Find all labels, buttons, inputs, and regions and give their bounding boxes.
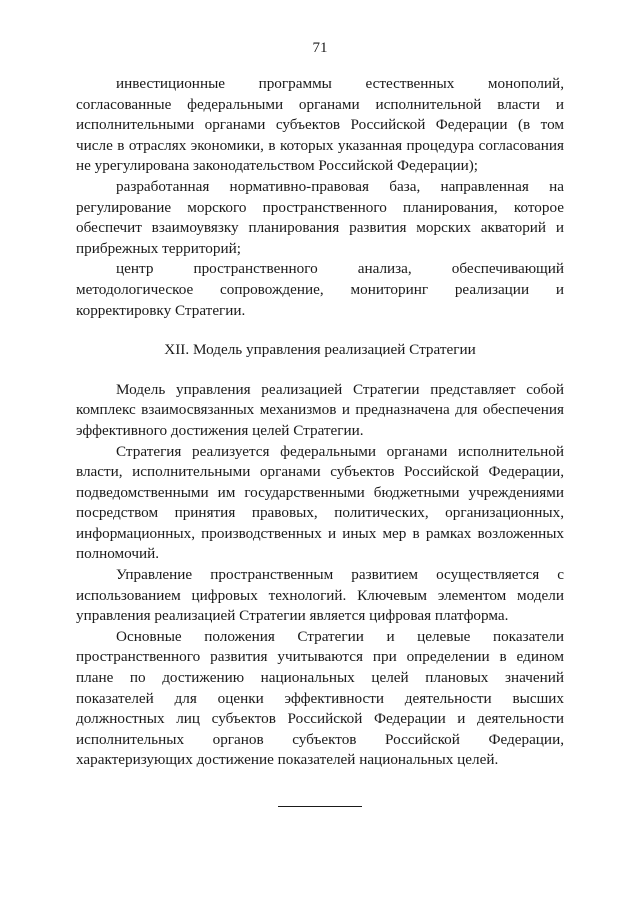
paragraph-key-provisions: Основные положения Стратегии и целевые показатели пространственного развития учитываются при определении в едином плане по достижению национальных целей плановых значений показателей для оценки эффективности деятельности высших должностных лиц субъектов Российской Федерации и деятельности исполнительных органов субъектов Российской Федерации, характеризующих достижение показателей национальных целей. xyxy=(76,627,564,769)
paragraph-management-model: Модель управления реализацией Стратегии представляет собой комплекс взаимосвязанных механизмов и предназначена для обеспечения эффективного достижения целей Стратегии. xyxy=(76,380,564,439)
page-number: 71 xyxy=(312,40,328,56)
document-body xyxy=(76,74,564,771)
paragraph-regulatory-base: разработанная нормативно-правовая база, направленная на регулирование морского пространственного планирования, которое обеспечит взаимоувязку планирования развития морских акваторий и прибрежных территорий; xyxy=(76,177,564,257)
paragraph-digital-platform: Управление пространственным развитием осуществляется с использованием цифровых технологий. Ключевым элементом модели управления реализацией Стратегии является цифровая платформа. xyxy=(76,566,564,625)
paragraph-implementation: Стратегия реализуется федеральными органами исполнительной власти, исполнительными органами субъектов Российской Федерации, подведомственными им государственными бюджетными учреждениями посредством принятия правовых, политических, организационных, информационных, производственных и иных мер в рамках возложенных полномочий. xyxy=(76,442,564,563)
paragraph-investment-programs: инвестиционные программы естественных монополий, согласованные федеральными органами исполнительной власти и исполнительными органами субъектов Российской Федерации (в том числе в отраслях экономики, в которых указанная процедура согласования не урегулирована законодательством Российской Федерации); xyxy=(76,75,564,175)
paragraph-analysis-center: центр пространственного анализа, обеспечивающий методологическое сопровождение, мониторинг реализации и корректировку Стратегии. xyxy=(76,260,564,319)
footer-divider-line xyxy=(278,806,362,807)
section-heading: XII. Модель управления реализацией Стратегии xyxy=(164,341,476,359)
